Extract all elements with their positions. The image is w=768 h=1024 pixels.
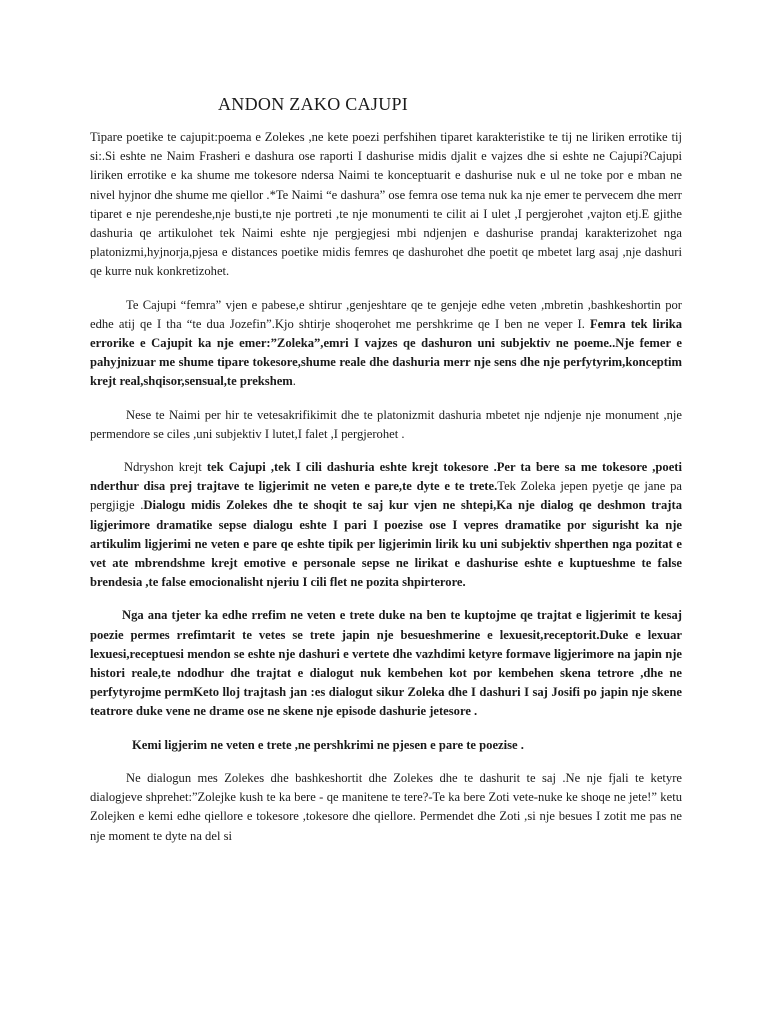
paragraph-6: Kemi ligjerim ne veten e trete ,ne pershkrimi ne pjesen e pare te poezise . — [132, 737, 524, 752]
paragraph-3: Nese te Naimi per hir te vetesakrifikimit dhe te platonizmit dashuria mbetet nje ndjenje nje monument ,nje permendore se ciles ,uni subjektiv I lutet,I falet ,I pergjerohet . — [90, 407, 682, 441]
document-title: ANDON ZAKO CAJUPI — [218, 94, 409, 114]
paragraph-2-bold: Femra tek lirika errorike e Cajupit ka nje emer:”Zoleka”,emri I vajzes qe dashuron uni subjektiv ne poeme..Nje femer e pahyjnizuar me shume tipare tokesore,shume reale dhe dashuria merr nje sens dhe nje perfytyrim,konceptim krejt real,shqisor,sensual,te prekshem — [90, 316, 682, 389]
paragraph-4-bold-2: Dialogu midis Zolekes dhe te shoqit te saj kur vjen ne shtepi,Ka nje dialog qe deshmon trajta ligjerimore dramatike sepse dialogu eshte I pari I poezise ose I vepres dramatike por sigurisht ka nje artikulim ligjerimi ne veten e pare qe eshte tipik per ligjerimin lirik ku uni subjektiv shperthen nga pozitat e vet ate mbrendshme krejt emotive e personale sepse ne lirikat e dashurise eshte e kuptueshme te false brendesia ,te false emocionalisht njeriu I cili flet ne pozita shpirterore. — [90, 498, 682, 590]
paragraph-1: Tipare poetike te cajupit:poema e Zolekes ,ne kete poezi perfshihen tiparet karakteristike te tij ne liriken errotike tij si:.Si eshte ne Naim Frasheri e dashura ose raporti I dashurise midis djalit e vajzes dhe si eshte ne Cajupi?Cajupi liriken errotike e ka shume me tokesore ndersa Naimi te konceptuarit e dashurise nuk e ul ne toke por e mban ne nivel hyjnor dhe shume me qiellor .*Te Naimi “e dashura” ose femra ose tema nuk ka nje emer te pervecem dhe merr tiparet e nje perendeshe,nje busti,te nje portreti ,te nje monumenti te cilit ai I ulet ,I pergjerohet ,vajton etj.E gjithe dashuria qe artikulohet tek Naimi eshte nje pergjegjesi mbi ndjenjen e dashurise prandaj karakterizohet nga platonizmi,hyjnorja,pjesa e distances poetike midis femres qe dashurohet dhe poetit qe mbetet larg asaj ,nje dashuri qe kurre nuk konkretizohet. — [90, 130, 682, 279]
paragraph-4-lead: Ndryshon krejt — [124, 460, 207, 475]
paragraph-2-plain: Te Cajupi “femra” vjen e pabese,e shtirur ,genjeshtare qe te genjeje edhe veten ,mbretin ,bashkeshortin por edhe atij qe I tha “te dua Jozefin”.Kjo shtirje shoqerohet me pershkrime qe I ben ne veper I. — [90, 297, 682, 331]
paragraph-5: Nga ana tjeter ka edhe rrefim ne veten e trete duke na ben te kuptojme qe trajtat e ligjerimit te kesaj poezie permes rrefimtarit te vetes se trete japin nje besueshmerine e lexuesit,receptorit.Duke e lexuar lexuesi,receptuesi mendon se eshte nje dashuri e vertete dhe vazhdimi ketyre formave ligjerimore na japin nje histori reale,te ndodhur dhe trajtat e dialogut nuk kembehen kot por kembehen skena tetrore ,dhe ne perfytyrojme permKeto lloj trajtash jan :es dialogut sikur Zoleka dhe I dashuri I saj Josifi po japin nje skene teatrore duke vene ne drame ose ne skene nje episode dashurie jetesore . — [90, 608, 682, 719]
document-body — [90, 128, 682, 860]
paragraph-7: Ne dialogun mes Zolekes dhe bashkeshortit dhe Zolekes dhe te dashurit te saj .Ne nje fjali te ketyre dialogjeve shprehet:”Zolejke kush te ka bere - qe manitene te tere?-Te ka bere Zoti vete-nuke ke shoqe ne jete!” ketu Zolejken e kemi edhe qiellore e tokesore ,tokesore dhe qiellore. Permendet dhe Zoti ,si nje besues I zotit me pas ne nje moment te dyte na del si — [90, 770, 682, 843]
paragraph-2 — [90, 296, 682, 392]
paragraph-2-end: . — [292, 374, 296, 389]
paragraph-4-bold-1: tek Cajupi ,tek I cili dashuria eshte krejt tokesore .Per ta bere sa me tokesore ,poeti nderthur disa prej trajtave te ligjerimit ne veten e pare,te dyte e te trete. — [90, 460, 682, 494]
paragraph-4 — [90, 458, 682, 592]
paragraph-4-plain: Tek Zoleka jepen pyetje qe jane pa pergjigje . — [90, 479, 682, 513]
